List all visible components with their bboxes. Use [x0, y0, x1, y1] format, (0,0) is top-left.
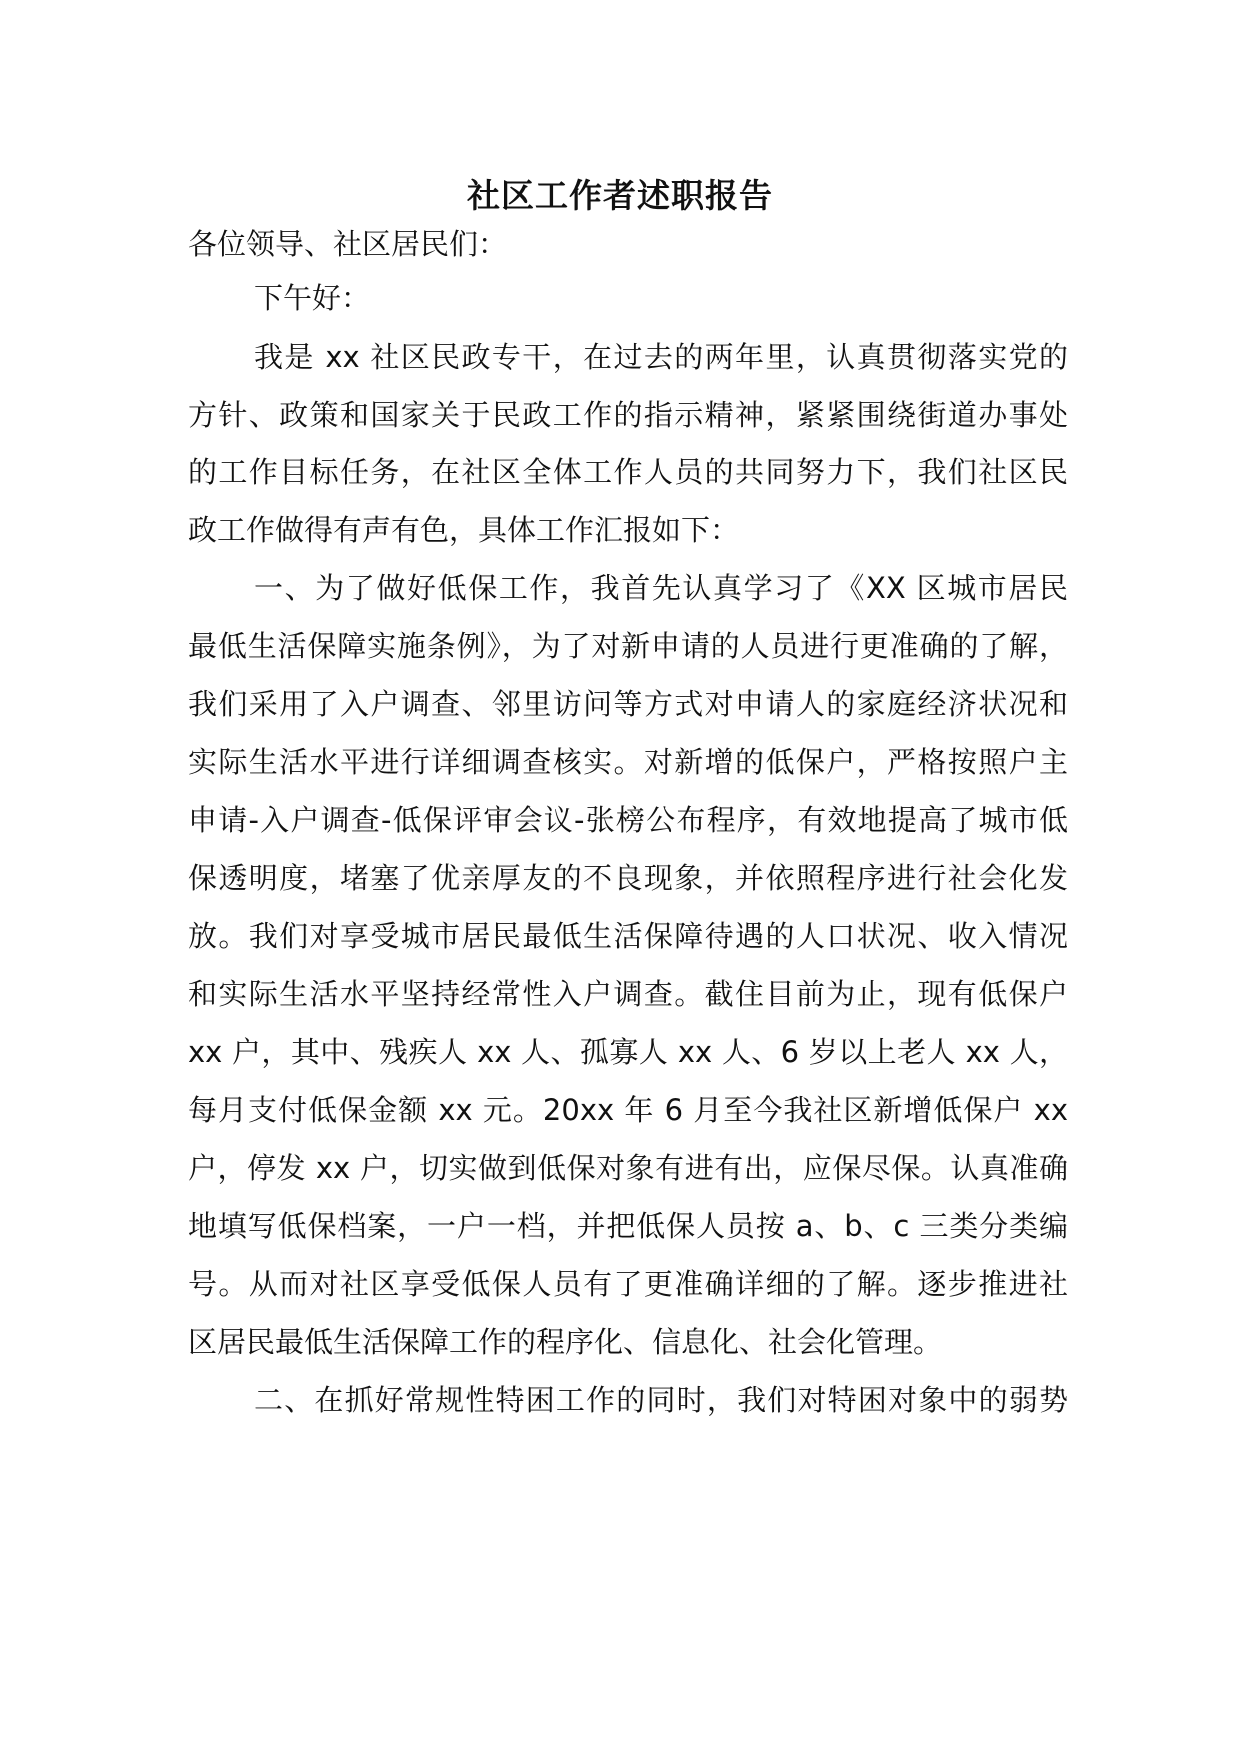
- greeting: 下午好：: [254, 281, 371, 315]
- paragraph-2-line-2: 最低生活保障实施条例》，为了对新申请的人员进行更准确的了解，: [188, 629, 1068, 663]
- paragraph-1-line-2: 方针、政策和国家关于民政工作的指示精神，紧紧围绕街道办事处: [188, 398, 1068, 432]
- paragraph-2-line-4: 实际生活水平进行详细调查核实。对新增的低保户，严格按照户主: [188, 745, 1068, 779]
- paragraph-3-line-1: 二、在抓好常规性特困工作的同时，我们对特困对象中的弱势: [254, 1383, 1068, 1417]
- paragraph-2-line-10: 每月支付低保金额 xx 元。20xx 年 6 月至今我社区新增低保户 xx: [188, 1093, 1068, 1127]
- paragraph-2-line-9: xx 户，其中、残疾人 xx 人、孤寡人 xx 人、6 岁以上老人 xx 人，: [188, 1035, 1068, 1069]
- paragraph-2-line-1: 一、为了做好低保工作，我首先认真学习了《XX 区城市居民: [254, 571, 1068, 605]
- paragraph-2-line-3: 我们采用了入户调查、邻里访问等方式对申请人的家庭经济状况和: [188, 687, 1068, 721]
- paragraph-1-line-3: 的工作目标任务，在社区全体工作人员的共同努力下，我们社区民: [188, 455, 1068, 489]
- document-title: 社区工作者述职报告: [467, 176, 773, 215]
- paragraph-2-line-13: 号。从而对社区享受低保人员有了更准确详细的了解。逐步推进社: [188, 1267, 1068, 1301]
- paragraph-1-line-4: 政工作做得有声有色，具体工作汇报如下：: [188, 513, 740, 547]
- paragraph-2-line-12: 地填写低保档案，一户一档，并把低保人员按 a、b、c 三类分类编: [188, 1209, 1068, 1243]
- paragraph-1-line-1: 我是 xx 社区民政专干，在过去的两年里，认真贯彻落实党的: [254, 340, 1068, 374]
- paragraph-2-line-14: 区居民最低生活保障工作的程序化、信息化、社会化管理。: [188, 1325, 943, 1359]
- paragraph-2-line-5: 申请-入户调查-低保评审会议-张榜公布程序，有效地提高了城市低: [188, 803, 1068, 837]
- salutation: 各位领导、社区居民们：: [188, 227, 508, 261]
- paragraph-2-line-8: 和实际生活水平坚持经常性入户调查。截住目前为止，现有低保户: [188, 977, 1068, 1011]
- paragraph-2-line-7: 放。我们对享受城市居民最低生活保障待遇的人口状况、收入情况: [188, 919, 1068, 953]
- paragraph-2-line-6: 保透明度，堵塞了优亲厚友的不良现象，并依照程序进行社会化发: [188, 861, 1068, 895]
- paragraph-2-line-11: 户，停发 xx 户，切实做到低保对象有进有出，应保尽保。认真准确: [188, 1151, 1068, 1185]
